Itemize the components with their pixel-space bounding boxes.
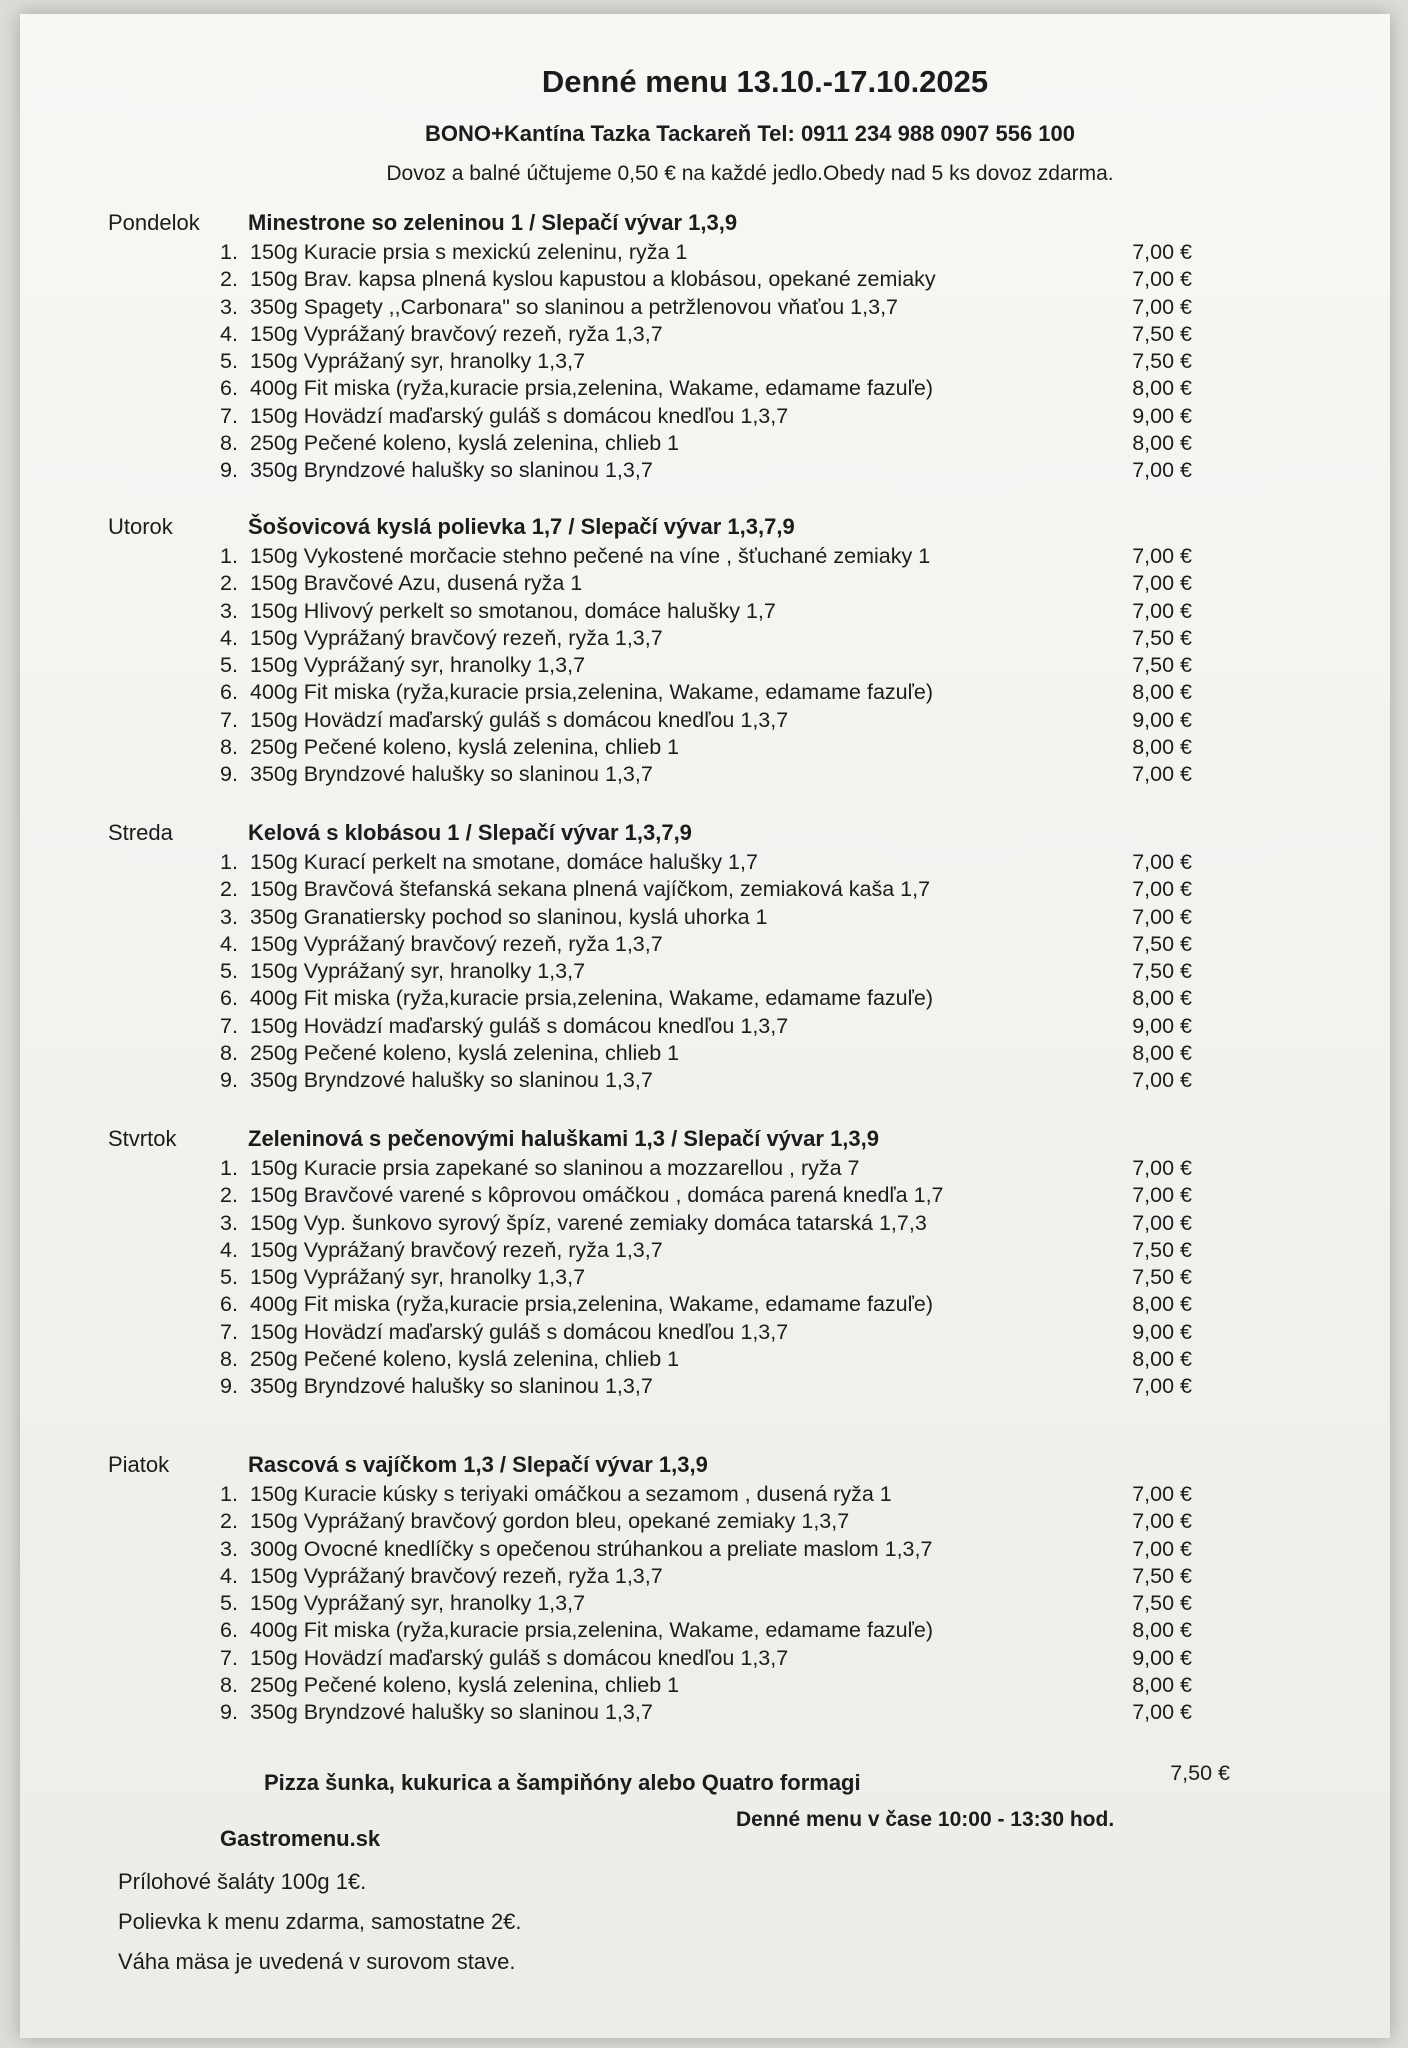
meal-item bbox=[220, 1014, 1220, 1041]
meal-number: 2. bbox=[220, 1509, 238, 1534]
meal-item bbox=[220, 708, 1220, 735]
meal-price: 7,50 € bbox=[1132, 625, 1192, 650]
meal-description: 150g Vyprážaný syr, hranolky 1,3,7 bbox=[250, 1265, 586, 1290]
meal-item bbox=[220, 1068, 1220, 1095]
meal-description: 250g Pečené koleno, kyslá zelenina, chlieb 1 bbox=[250, 1673, 680, 1698]
meal-description: 150g Vyprážaný bravčový rezeň, ryža 1,3,7 bbox=[250, 931, 663, 956]
meal-description: 150g Kuracie prsia s mexickú zeleninu, ryža 1 bbox=[250, 240, 688, 264]
meal-list bbox=[220, 1482, 1220, 1728]
meal-number: 6. bbox=[220, 680, 238, 705]
meal-price: 7,50 € bbox=[1132, 1237, 1192, 1262]
meal-description: 150g Hlivový perkelt so smotanou, domáce halušky 1,7 bbox=[250, 598, 776, 623]
meal-number: 1. bbox=[220, 850, 238, 874]
meal-number: 4. bbox=[220, 1563, 238, 1588]
meal-price: 7,00 € bbox=[1132, 294, 1192, 319]
meal-item bbox=[220, 1041, 1220, 1068]
meal-item bbox=[220, 295, 1220, 322]
meal-price: 8,00 € bbox=[1132, 431, 1192, 456]
pizza-price: 7,50 € bbox=[1170, 1761, 1230, 1785]
meal-price: 7,50 € bbox=[1132, 931, 1192, 956]
meal-price: 7,50 € bbox=[1132, 1591, 1192, 1616]
meal-item bbox=[220, 599, 1220, 626]
meal-item bbox=[220, 1700, 1220, 1727]
meal-description: 250g Pečené koleno, kyslá zelenina, chlieb 1 bbox=[250, 735, 680, 760]
meal-price: 7,50 € bbox=[1132, 321, 1192, 346]
footer-note-salads: Prílohové šaláty 100g 1€. bbox=[118, 1869, 367, 1894]
footer-note-soup: Polievka k menu zdarma, samostatne 2€. bbox=[118, 1909, 522, 1934]
meal-item bbox=[220, 376, 1220, 403]
meal-description: 250g Pečené koleno, kyslá zelenina, chlieb 1 bbox=[250, 1041, 680, 1066]
meal-price: 7,50 € bbox=[1132, 959, 1192, 984]
meal-number: 1. bbox=[220, 240, 238, 264]
meal-number: 3. bbox=[220, 294, 238, 319]
meal-price: 7,00 € bbox=[1132, 1068, 1192, 1093]
meal-number: 5. bbox=[220, 653, 238, 678]
meal-item bbox=[220, 1156, 1220, 1183]
meal-number: 3. bbox=[220, 1210, 238, 1235]
meal-price: 7,00 € bbox=[1132, 904, 1192, 929]
meal-price: 7,00 € bbox=[1132, 1482, 1192, 1506]
meal-number: 1. bbox=[220, 1156, 238, 1180]
meal-description: 150g Vyprážaný syr, hranolky 1,3,7 bbox=[250, 653, 586, 678]
meal-price: 8,00 € bbox=[1132, 986, 1192, 1011]
soup-of-day: Minestrone so zeleninou 1 / Slepačí vývar 1,3,9 bbox=[248, 210, 738, 235]
meal-list bbox=[220, 850, 1220, 1096]
meal-number: 2. bbox=[220, 877, 238, 902]
meal-price: 9,00 € bbox=[1132, 403, 1192, 428]
meal-description: 150g Vyprážaný bravčový rezeň, ryža 1,3,7 bbox=[250, 1237, 663, 1262]
meal-item bbox=[220, 404, 1220, 431]
meal-description: 400g Fit miska (ryža,kuracie prsia,zelenina, Wakame, edamame fazuľe) bbox=[250, 376, 933, 401]
meal-number: 4. bbox=[220, 1237, 238, 1262]
meal-description: 150g Bravčová štefanská sekana plnená vajíčkom, zemiaková kaša 1,7 bbox=[250, 877, 931, 902]
delivery-note: Dovoz a balné účtujeme 0,50 € na každé jedlo.Obedy nad 5 ks dovoz zdarma. bbox=[386, 162, 1114, 185]
menu-hours: Denné menu v čase 10:00 - 13:30 hod. bbox=[736, 1808, 1115, 1831]
meal-price: 7,00 € bbox=[1132, 1536, 1192, 1561]
meal-number: 6. bbox=[220, 376, 238, 401]
meal-price: 8,00 € bbox=[1132, 1292, 1192, 1317]
meal-number: 8. bbox=[220, 1673, 238, 1698]
meal-description: 350g Bryndzové halušky so slaninou 1,3,7 bbox=[250, 1374, 653, 1399]
meal-item bbox=[220, 1591, 1220, 1618]
meal-description: 350g Bryndzové halušky so slaninou 1,3,7 bbox=[250, 458, 653, 483]
meal-price: 9,00 € bbox=[1132, 707, 1192, 732]
meal-price: 7,00 € bbox=[1132, 1156, 1192, 1180]
meal-item bbox=[220, 850, 1220, 877]
day-name: Utorok bbox=[108, 514, 173, 539]
meal-list bbox=[220, 1156, 1220, 1402]
meal-price: 7,00 € bbox=[1132, 1509, 1192, 1534]
soup-of-day: Rascová s vajíčkom 1,3 / Slepačí vývar 1,3,9 bbox=[248, 1452, 708, 1477]
contact-line: BONO+Kantína Tazka Tackareň Tel: 0911 234 988 0907 556 100 bbox=[425, 121, 1075, 146]
meal-number: 3. bbox=[220, 1536, 238, 1561]
meal-description: 400g Fit miska (ryža,kuracie prsia,zelenina, Wakame, edamame fazuľe) bbox=[250, 1618, 933, 1643]
meal-item bbox=[220, 1183, 1220, 1210]
meal-number: 8. bbox=[220, 735, 238, 760]
meal-description: 150g Kuracie kúsky s teriyaki omáčkou a sezamom , dusená ryža 1 bbox=[250, 1482, 892, 1506]
meal-description: 250g Pečené koleno, kyslá zelenina, chlieb 1 bbox=[250, 431, 680, 456]
meal-number: 3. bbox=[220, 598, 238, 623]
meal-item bbox=[220, 1537, 1220, 1564]
meal-price: 7,50 € bbox=[1132, 1563, 1192, 1588]
meal-price: 8,00 € bbox=[1132, 1673, 1192, 1698]
meal-number: 4. bbox=[220, 321, 238, 346]
meal-description: 150g Vyprážaný bravčový gordon bleu, opekané zemiaky 1,3,7 bbox=[250, 1509, 850, 1534]
meal-number: 6. bbox=[220, 1618, 238, 1643]
meal-item bbox=[220, 1509, 1220, 1536]
meal-price: 7,00 € bbox=[1132, 458, 1192, 483]
meal-number: 4. bbox=[220, 625, 238, 650]
meal-list bbox=[220, 544, 1220, 790]
meal-price: 7,00 € bbox=[1132, 877, 1192, 902]
meal-price: 9,00 € bbox=[1132, 1645, 1192, 1670]
meal-price: 8,00 € bbox=[1132, 1041, 1192, 1066]
meal-item bbox=[220, 1673, 1220, 1700]
menu-title: Denné menu 13.10.-17.10.2025 bbox=[541, 64, 989, 99]
meal-item bbox=[220, 1238, 1220, 1265]
meal-number: 9. bbox=[220, 1700, 238, 1725]
day-name: Pondelok bbox=[108, 210, 200, 235]
meal-description: 350g Spagety ,,Carbonara" so slaninou a petržlenovou vňaťou 1,3,7 bbox=[250, 294, 899, 319]
meal-number: 6. bbox=[220, 1292, 238, 1317]
meal-number: 3. bbox=[220, 904, 238, 929]
meal-description: 150g Vyprážaný syr, hranolky 1,3,7 bbox=[250, 349, 586, 374]
meal-item bbox=[220, 571, 1220, 598]
meal-item bbox=[220, 905, 1220, 932]
meal-price: 7,00 € bbox=[1132, 1700, 1192, 1725]
meal-number: 7. bbox=[220, 403, 238, 428]
day-name: Stvrtok bbox=[108, 1126, 177, 1151]
meal-price: 9,00 € bbox=[1132, 1013, 1192, 1038]
meal-number: 6. bbox=[220, 986, 238, 1011]
meal-number: 4. bbox=[220, 931, 238, 956]
meal-price: 8,00 € bbox=[1132, 1618, 1192, 1643]
meal-number: 8. bbox=[220, 431, 238, 456]
meal-description: 350g Bryndzové halušky so slaninou 1,3,7 bbox=[250, 1700, 653, 1725]
meal-price: 8,00 € bbox=[1132, 735, 1192, 760]
meal-item bbox=[220, 626, 1220, 653]
meal-description: 150g Vyprážaný bravčový rezeň, ryža 1,3,7 bbox=[250, 1563, 663, 1588]
meal-description: 150g Bravčové Azu, dusená ryža 1 bbox=[250, 571, 583, 596]
meal-description: 150g Hovädzí maďarský guláš s domácou knedľou 1,3,7 bbox=[250, 707, 789, 732]
meal-item bbox=[220, 877, 1220, 904]
meal-description: 150g Hovädzí maďarský guláš s domácou knedľou 1,3,7 bbox=[250, 403, 789, 428]
meal-item bbox=[220, 959, 1220, 986]
meal-item bbox=[220, 1265, 1220, 1292]
meal-description: 150g Hovädzí maďarský guláš s domácou knedľou 1,3,7 bbox=[250, 1013, 789, 1038]
meal-description: 150g Hovädzí maďarský guláš s domácou knedľou 1,3,7 bbox=[250, 1319, 789, 1344]
meal-description: 150g Vyprážaný bravčový rezeň, ryža 1,3,7 bbox=[250, 321, 663, 346]
pizza-offer: Pizza šunka, kukurica a šampiňóny alebo Quatro formagi bbox=[264, 1770, 861, 1795]
meal-description: 350g Bryndzové halušky so slaninou 1,3,7 bbox=[250, 762, 653, 787]
soup-of-day: Zeleninová s pečenovými haluškami 1,3 / Slepačí vývar 1,3,9 bbox=[248, 1126, 879, 1151]
meal-list bbox=[220, 240, 1220, 486]
meal-price: 7,00 € bbox=[1132, 1183, 1192, 1208]
meal-item bbox=[220, 735, 1220, 762]
footer-note-weight: Váha mäsa je uvedená v surovom stave. bbox=[118, 1949, 516, 1974]
meal-item bbox=[220, 1211, 1220, 1238]
meal-item bbox=[220, 240, 1220, 267]
meal-number: 5. bbox=[220, 959, 238, 984]
meal-number: 7. bbox=[220, 707, 238, 732]
meal-price: 7,00 € bbox=[1132, 267, 1192, 292]
meal-number: 8. bbox=[220, 1041, 238, 1066]
day-name: Streda bbox=[108, 820, 173, 845]
meal-number: 2. bbox=[220, 267, 238, 292]
meal-description: 150g Vyp. šunkovo syrový špíz, varené zemiaky domáca tatarská 1,7,3 bbox=[250, 1210, 927, 1235]
meal-description: 150g Kurací perkelt na smotane, domáce halušky 1,7 bbox=[250, 850, 758, 874]
meal-price: 7,00 € bbox=[1132, 1374, 1192, 1399]
meal-item bbox=[220, 544, 1220, 571]
meal-price: 7,00 € bbox=[1132, 762, 1192, 787]
meal-price: 7,50 € bbox=[1132, 349, 1192, 374]
meal-number: 2. bbox=[220, 1183, 238, 1208]
meal-description: 400g Fit miska (ryža,kuracie prsia,zelenina, Wakame, edamame fazuľe) bbox=[250, 1292, 933, 1317]
meal-price: 7,00 € bbox=[1132, 1210, 1192, 1235]
meal-price: 7,00 € bbox=[1132, 850, 1192, 874]
meal-number: 9. bbox=[220, 458, 238, 483]
meal-item bbox=[220, 431, 1220, 458]
meal-description: 150g Brav. kapsa plnená kyslou kapustou a klobásou, opekané zemiaky bbox=[250, 267, 936, 292]
meal-item bbox=[220, 349, 1220, 376]
meal-item bbox=[220, 322, 1220, 349]
meal-price: 9,00 € bbox=[1132, 1319, 1192, 1344]
meal-item bbox=[220, 458, 1220, 485]
meal-description: 400g Fit miska (ryža,kuracie prsia,zelenina, Wakame, edamame fazuľe) bbox=[250, 680, 933, 705]
meal-price: 8,00 € bbox=[1132, 1347, 1192, 1372]
meal-price: 7,00 € bbox=[1132, 544, 1192, 568]
meal-number: 1. bbox=[220, 1482, 238, 1506]
meal-number: 7. bbox=[220, 1319, 238, 1344]
meal-item bbox=[220, 932, 1220, 959]
meal-number: 7. bbox=[220, 1013, 238, 1038]
meal-description: 150g Vyprážaný syr, hranolky 1,3,7 bbox=[250, 1591, 586, 1616]
meal-price: 7,50 € bbox=[1132, 653, 1192, 678]
meal-description: 300g Ovocné knedlíčky s opečenou strúhankou a preliate maslom 1,3,7 bbox=[250, 1536, 933, 1561]
meal-number: 9. bbox=[220, 1068, 238, 1093]
meal-item bbox=[220, 653, 1220, 680]
meal-item bbox=[220, 1482, 1220, 1509]
meal-description: 400g Fit miska (ryža,kuracie prsia,zelenina, Wakame, edamame fazuľe) bbox=[250, 986, 933, 1011]
meal-price: 7,00 € bbox=[1132, 240, 1192, 264]
soup-of-day: Šošovicová kyslá polievka 1,7 / Slepačí vývar 1,3,7,9 bbox=[248, 514, 795, 539]
meal-price: 7,00 € bbox=[1132, 571, 1192, 596]
meal-number: 9. bbox=[220, 1374, 238, 1399]
website-label: Gastromenu.sk bbox=[220, 1826, 381, 1851]
menu-sheet bbox=[20, 14, 1390, 2038]
meal-item bbox=[220, 1320, 1220, 1347]
meal-description: 250g Pečené koleno, kyslá zelenina, chlieb 1 bbox=[250, 1347, 680, 1372]
meal-number: 5. bbox=[220, 1591, 238, 1616]
meal-description: 350g Bryndzové halušky so slaninou 1,3,7 bbox=[250, 1068, 653, 1093]
meal-item bbox=[220, 1646, 1220, 1673]
meal-number: 2. bbox=[220, 571, 238, 596]
meal-description: 350g Granatiersky pochod so slaninou, kyslá uhorka 1 bbox=[250, 904, 768, 929]
meal-number: 7. bbox=[220, 1645, 238, 1670]
meal-item bbox=[220, 986, 1220, 1013]
meal-item bbox=[220, 1618, 1220, 1645]
meal-price: 8,00 € bbox=[1132, 376, 1192, 401]
meal-number: 8. bbox=[220, 1347, 238, 1372]
meal-description: 150g Kuracie prsia zapekané so slaninou a mozzarellou , ryža 7 bbox=[250, 1156, 860, 1180]
meal-price: 8,00 € bbox=[1132, 680, 1192, 705]
meal-description: 150g Bravčové varené s kôprovou omáčkou , domáca parená knedľa 1,7 bbox=[250, 1183, 944, 1208]
meal-description: 150g Vykostené morčacie stehno pečené na víne , šťuchané zemiaky 1 bbox=[250, 544, 931, 568]
meal-item bbox=[220, 1347, 1220, 1374]
meal-number: 9. bbox=[220, 762, 238, 787]
meal-number: 5. bbox=[220, 1265, 238, 1290]
meal-description: 150g Vyprážaný syr, hranolky 1,3,7 bbox=[250, 959, 586, 984]
meal-item bbox=[220, 1292, 1220, 1319]
meal-number: 5. bbox=[220, 349, 238, 374]
meal-description: 150g Vyprážaný bravčový rezeň, ryža 1,3,7 bbox=[250, 625, 663, 650]
meal-price: 7,50 € bbox=[1132, 1265, 1192, 1290]
meal-item bbox=[220, 267, 1220, 294]
meal-description: 150g Hovädzí maďarský guláš s domácou knedľou 1,3,7 bbox=[250, 1645, 789, 1670]
meal-item bbox=[220, 1564, 1220, 1591]
meal-item bbox=[220, 680, 1220, 707]
meal-item bbox=[220, 762, 1220, 789]
soup-of-day: Kelová s klobásou 1 / Slepačí vývar 1,3,7,9 bbox=[248, 820, 692, 845]
meal-item bbox=[220, 1374, 1220, 1401]
meal-number: 1. bbox=[220, 544, 238, 568]
meal-price: 7,00 € bbox=[1132, 598, 1192, 623]
day-name: Piatok bbox=[108, 1452, 170, 1477]
